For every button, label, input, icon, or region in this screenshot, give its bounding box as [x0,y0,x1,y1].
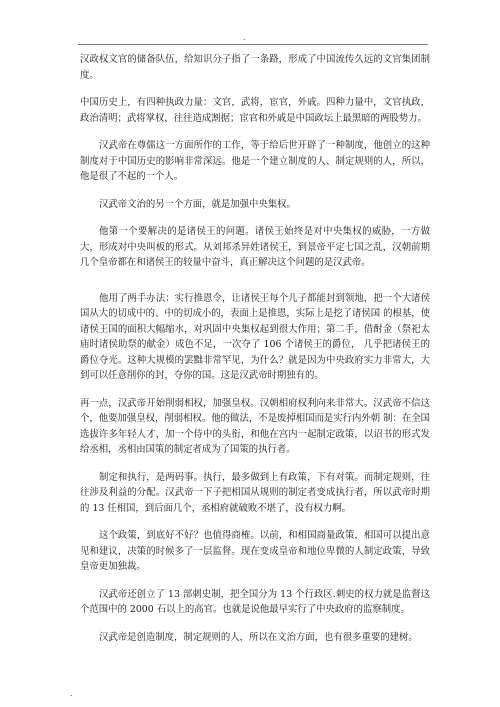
paragraph-3: 汉武帝在尊儒这一方面所作的工作，等于给后世开辟了一种制度，他创立的这种制度对于中国历史的影响非常深远。他是一个建立制度的人、制定规则的人，所以，他是很了不起的一个人。 [80,140,430,182]
paragraph-10: 汉武帝还创立了 13 部刺史制，把全国分为 13 个行政区.刺史的权力就是监督这个范围中的 2000 石以上的高官。也就是说他最早实行了中央政府的监察制度。 [80,588,430,615]
paragraph-11: 汉武帝是创造制度，制定规则的人，所以在文治方面，也有很多重要的建树。 [99,631,418,643]
paragraph-6: 他用了两手办法：实行推恩令，让诸侯王每个儿子都能封到领地，把一个大诸侯国从大的切成中的、中的切成小的，表面上是推恩，实际上是挖了诸侯国 的根基，使诸侯王国的面积大幅缩水，对巩固中央集权起到很大作用；第二手，借酎金（祭祀太庙时诸侯助祭的献金）成色不足，一次夺了 106 个诸侯王的爵位， 几乎把诸侯王的爵位夺光。这种大规模的罢黜非常罕见，为什么？就是因为中央政府实力非常大，大到可以任意削你的封，夺你的国。这是汉武帝时期独有的。 [80,292,430,381]
paragraph-7: 再一点，汉武帝开始削弱相权，加强皇权。汉朝相府权利向来非常大。汉武帝不信这个，他要加强皇权，削弱相权。他的做法，不是废掉相国而是实行内外朝 制：在全国选拔许多年轻人才，加一个侍中的头衔，和他在宫内一起制定政策，以诏书的形式发给丞相，丞相由国策的制定者成为了国策的执行者。 [80,397,430,455]
paragraph-9: 这个政策，到底好不好？也值得商榷。以前，和相国商量政策，相国可以提出意见和建议，决策的时候多了一层监督。现在变成皇帝和地位卑微的人制定政策，导致皇帝更加独裁。 [80,530,430,572]
paragraph-4: 汉武帝文治的另一个方面，就是加强中央集权。 [99,198,296,210]
paragraph-8: 制定和执行，是两码事。执行，最多做到上有政策，下有对策。而制定规则，往往涉及利益的分配。汉武帝一下子把相国从规则的制定者变成执行者，所以武帝时期的 13 任相国，到后面几个，丞相府就破败不堪了，没有权力啊。 [80,471,430,514]
paragraph-5: 他第一个要解决的是诸侯王的问题。诸侯王始终是对中央集权的威胁，一方做大，形成对中央叫板的形式。从刘邦杀异姓诸侯王，到景帝平定七国之乱，汉朝前期几个皇帝都在和诸侯王的较量中奋斗，真正解决这个问题的是汉武帝。 [80,226,430,268]
header-mark: . [243,33,246,42]
paragraph-1: 汉政权文官的储备队伍，给知识分子指了一条路，形成了中国流传久远的文官集团制度。 [80,54,430,81]
paragraph-2: 中国历史上，有四种执政力量：文官，武将，宦官，外戚。四种力量中，文官执政，政治清明；武将掌权，往往造成割据；宦官和外戚是中国政坛上最黑暗的两股势力。 [80,97,430,124]
header-rule [78,44,428,45]
page-body [80,52,430,645]
footer-mark: . [70,689,73,698]
